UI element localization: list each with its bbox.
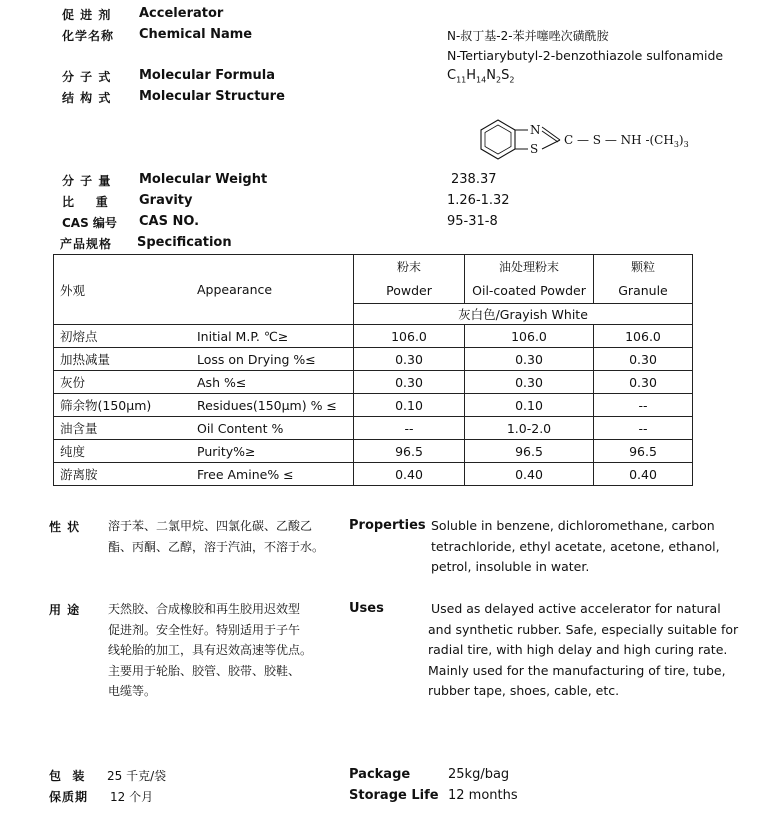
label-structure-zh: 结 构 式 (62, 91, 112, 105)
cell-oil-coated: 1.0-2.0 (465, 417, 594, 440)
label-gravity-zh: 比 重 (62, 195, 109, 209)
label-chemical-name-zh: 化学名称 (62, 29, 115, 43)
cell-granule: 0.30 (594, 371, 693, 394)
uses-text-zh: 天然胶、合成橡胶和再生胶用迟效型 促进剂。安全性好。特别适用于子午 线轮胎的加工，具有迟效高速等优点。 主要用于轮胎、胶管、胶带、胶鞋、 电缆等。 (108, 602, 313, 698)
table-row (54, 325, 693, 348)
label-cas-en: CAS NO. (139, 214, 200, 229)
double-bond-1 (542, 127, 560, 140)
atom-n: N (530, 123, 541, 137)
label-spec-zh: 产品规格 (60, 237, 113, 251)
molecular-weight: 238.37 (451, 172, 497, 187)
storage-life-label-en: Storage Life (349, 788, 439, 803)
uses-label-en: Uses (349, 601, 384, 616)
uses-label-zh: 用 途 (49, 603, 81, 617)
bond-s-c (542, 140, 560, 149)
cell-oil-coated: 0.40 (465, 463, 594, 486)
appearance-label-zh: 外观 (54, 255, 194, 325)
row-label-zh: 游离胺 (54, 463, 194, 486)
chemical-name-zh: N-叔丁基-2-苯并噻唑次磺酰胺 (447, 29, 609, 43)
label-spec-en: Specification (137, 235, 232, 250)
cell-granule: -- (594, 394, 693, 417)
row-label-zh: 加热减量 (54, 348, 194, 371)
storage-life-value-en: 12 months (448, 788, 518, 803)
table-row (54, 417, 693, 440)
row-label-en: Free Amine% ≤ (193, 463, 354, 486)
row-label-en: Ash %≤ (193, 371, 354, 394)
cell-granule: 0.40 (594, 463, 693, 486)
column-powder: 粉末 Powder (354, 255, 465, 304)
shelf-life-value-zh: 12 个月 (110, 790, 154, 804)
table-row (54, 371, 693, 394)
cell-powder: 106.0 (354, 325, 465, 348)
cas-number: 95-31-8 (447, 214, 498, 229)
atom-s: S (530, 142, 539, 156)
row-label-en: Oil Content % (193, 417, 354, 440)
cell-oil-coated: 0.30 (465, 371, 594, 394)
cell-oil-coated: 0.30 (465, 348, 594, 371)
label-gravity-en: Gravity (139, 193, 193, 208)
benzene-inner-ring (485, 125, 511, 154)
package-value-en: 25kg/bag (448, 767, 510, 782)
properties-text-zh: 溶于苯、二氯甲烷、四氯化碳、乙酸乙 酯、丙酮、乙醇，溶于汽油，不溶于水。 (108, 519, 325, 554)
table-row (54, 440, 693, 463)
column-oil-coated: 油处理粉末 Oil-coated Powder (465, 255, 594, 304)
label-weight-zh: 分 子 量 (62, 174, 112, 188)
table-header-row (54, 255, 693, 304)
label-weight-en: Molecular Weight (139, 172, 268, 187)
cell-granule: 96.5 (594, 440, 693, 463)
row-label-en: Loss on Drying %≤ (193, 348, 354, 371)
specification-table (53, 254, 693, 486)
properties-text-en: Soluble in benzene, dichloromethane, carbon tetrachloride, ethyl acetate, acetone, ethanol, petrol, insoluble in water. (431, 518, 720, 574)
uses-text-en: Used as delayed active accelerator for natural and synthetic rubber. Safe, especially suitable for radial tire, with high delay and high curing rate. Mainly used for the manufacturing of tire, tube, rubber tape, shoes, cable, etc. (428, 601, 739, 698)
side-chain: C — S — NH $-(CH_3)_3$ (564, 133, 689, 149)
row-label-zh: 筛余物(150μm) (54, 394, 194, 417)
properties-label-en: Properties (349, 518, 426, 533)
appearance-label-en: Appearance (193, 255, 354, 325)
molecular-formula: $C_{11}H_{14}N_2S_2$ (447, 68, 515, 85)
benzene-ring (481, 120, 515, 159)
cell-powder: 0.30 (354, 371, 465, 394)
package-label-en: Package (349, 767, 411, 782)
row-label-zh: 初熔点 (54, 325, 194, 348)
label-accelerator-en: Accelerator (139, 6, 224, 21)
table-row (54, 394, 693, 417)
label-formula-zh: 分 子 式 (62, 70, 112, 84)
row-label-zh: 油含量 (54, 417, 194, 440)
cell-powder: -- (354, 417, 465, 440)
chemical-name-en: N-Tertiarybutyl-2-benzothiazole sulfonamide (447, 48, 724, 63)
cell-oil-coated: 0.10 (465, 394, 594, 417)
cell-oil-coated: 96.5 (465, 440, 594, 463)
table-row (54, 463, 693, 486)
row-label-zh: 灰份 (54, 371, 194, 394)
cell-granule: -- (594, 417, 693, 440)
package-value-zh: 25 千克/袋 (107, 769, 167, 783)
appearance-color: 灰白色/Grayish White (354, 304, 693, 325)
molecular-structure-diagram (470, 110, 710, 170)
cell-powder: 0.30 (354, 348, 465, 371)
column-granule: 颗粒 Granule (594, 255, 693, 304)
cell-granule: 0.30 (594, 348, 693, 371)
row-label-zh: 纯度 (54, 440, 194, 463)
label-chemical-name-en: Chemical Name (139, 27, 253, 42)
cell-powder: 96.5 (354, 440, 465, 463)
label-formula-en: Molecular Formula (139, 68, 275, 83)
cell-oil-coated: 106.0 (465, 325, 594, 348)
cell-powder: 0.10 (354, 394, 465, 417)
label-cas-zh: CAS 编号 (62, 216, 117, 230)
properties-label-zh: 性 状 (49, 520, 81, 534)
label-accelerator-zh: 促 进 剂 (62, 8, 112, 22)
row-label-en: Residues(150μm) % ≤ (193, 394, 354, 417)
package-label-zh: 包 装 (49, 769, 86, 783)
cell-powder: 0.40 (354, 463, 465, 486)
cell-granule: 106.0 (594, 325, 693, 348)
label-structure-en: Molecular Structure (139, 89, 285, 104)
table-row (54, 348, 693, 371)
shelf-life-label-zh: 保质期 (49, 790, 89, 804)
row-label-en: Purity%≥ (193, 440, 354, 463)
row-label-en: Initial M.P. ℃≥ (193, 325, 354, 348)
gravity-value: 1.26-1.32 (447, 193, 510, 208)
